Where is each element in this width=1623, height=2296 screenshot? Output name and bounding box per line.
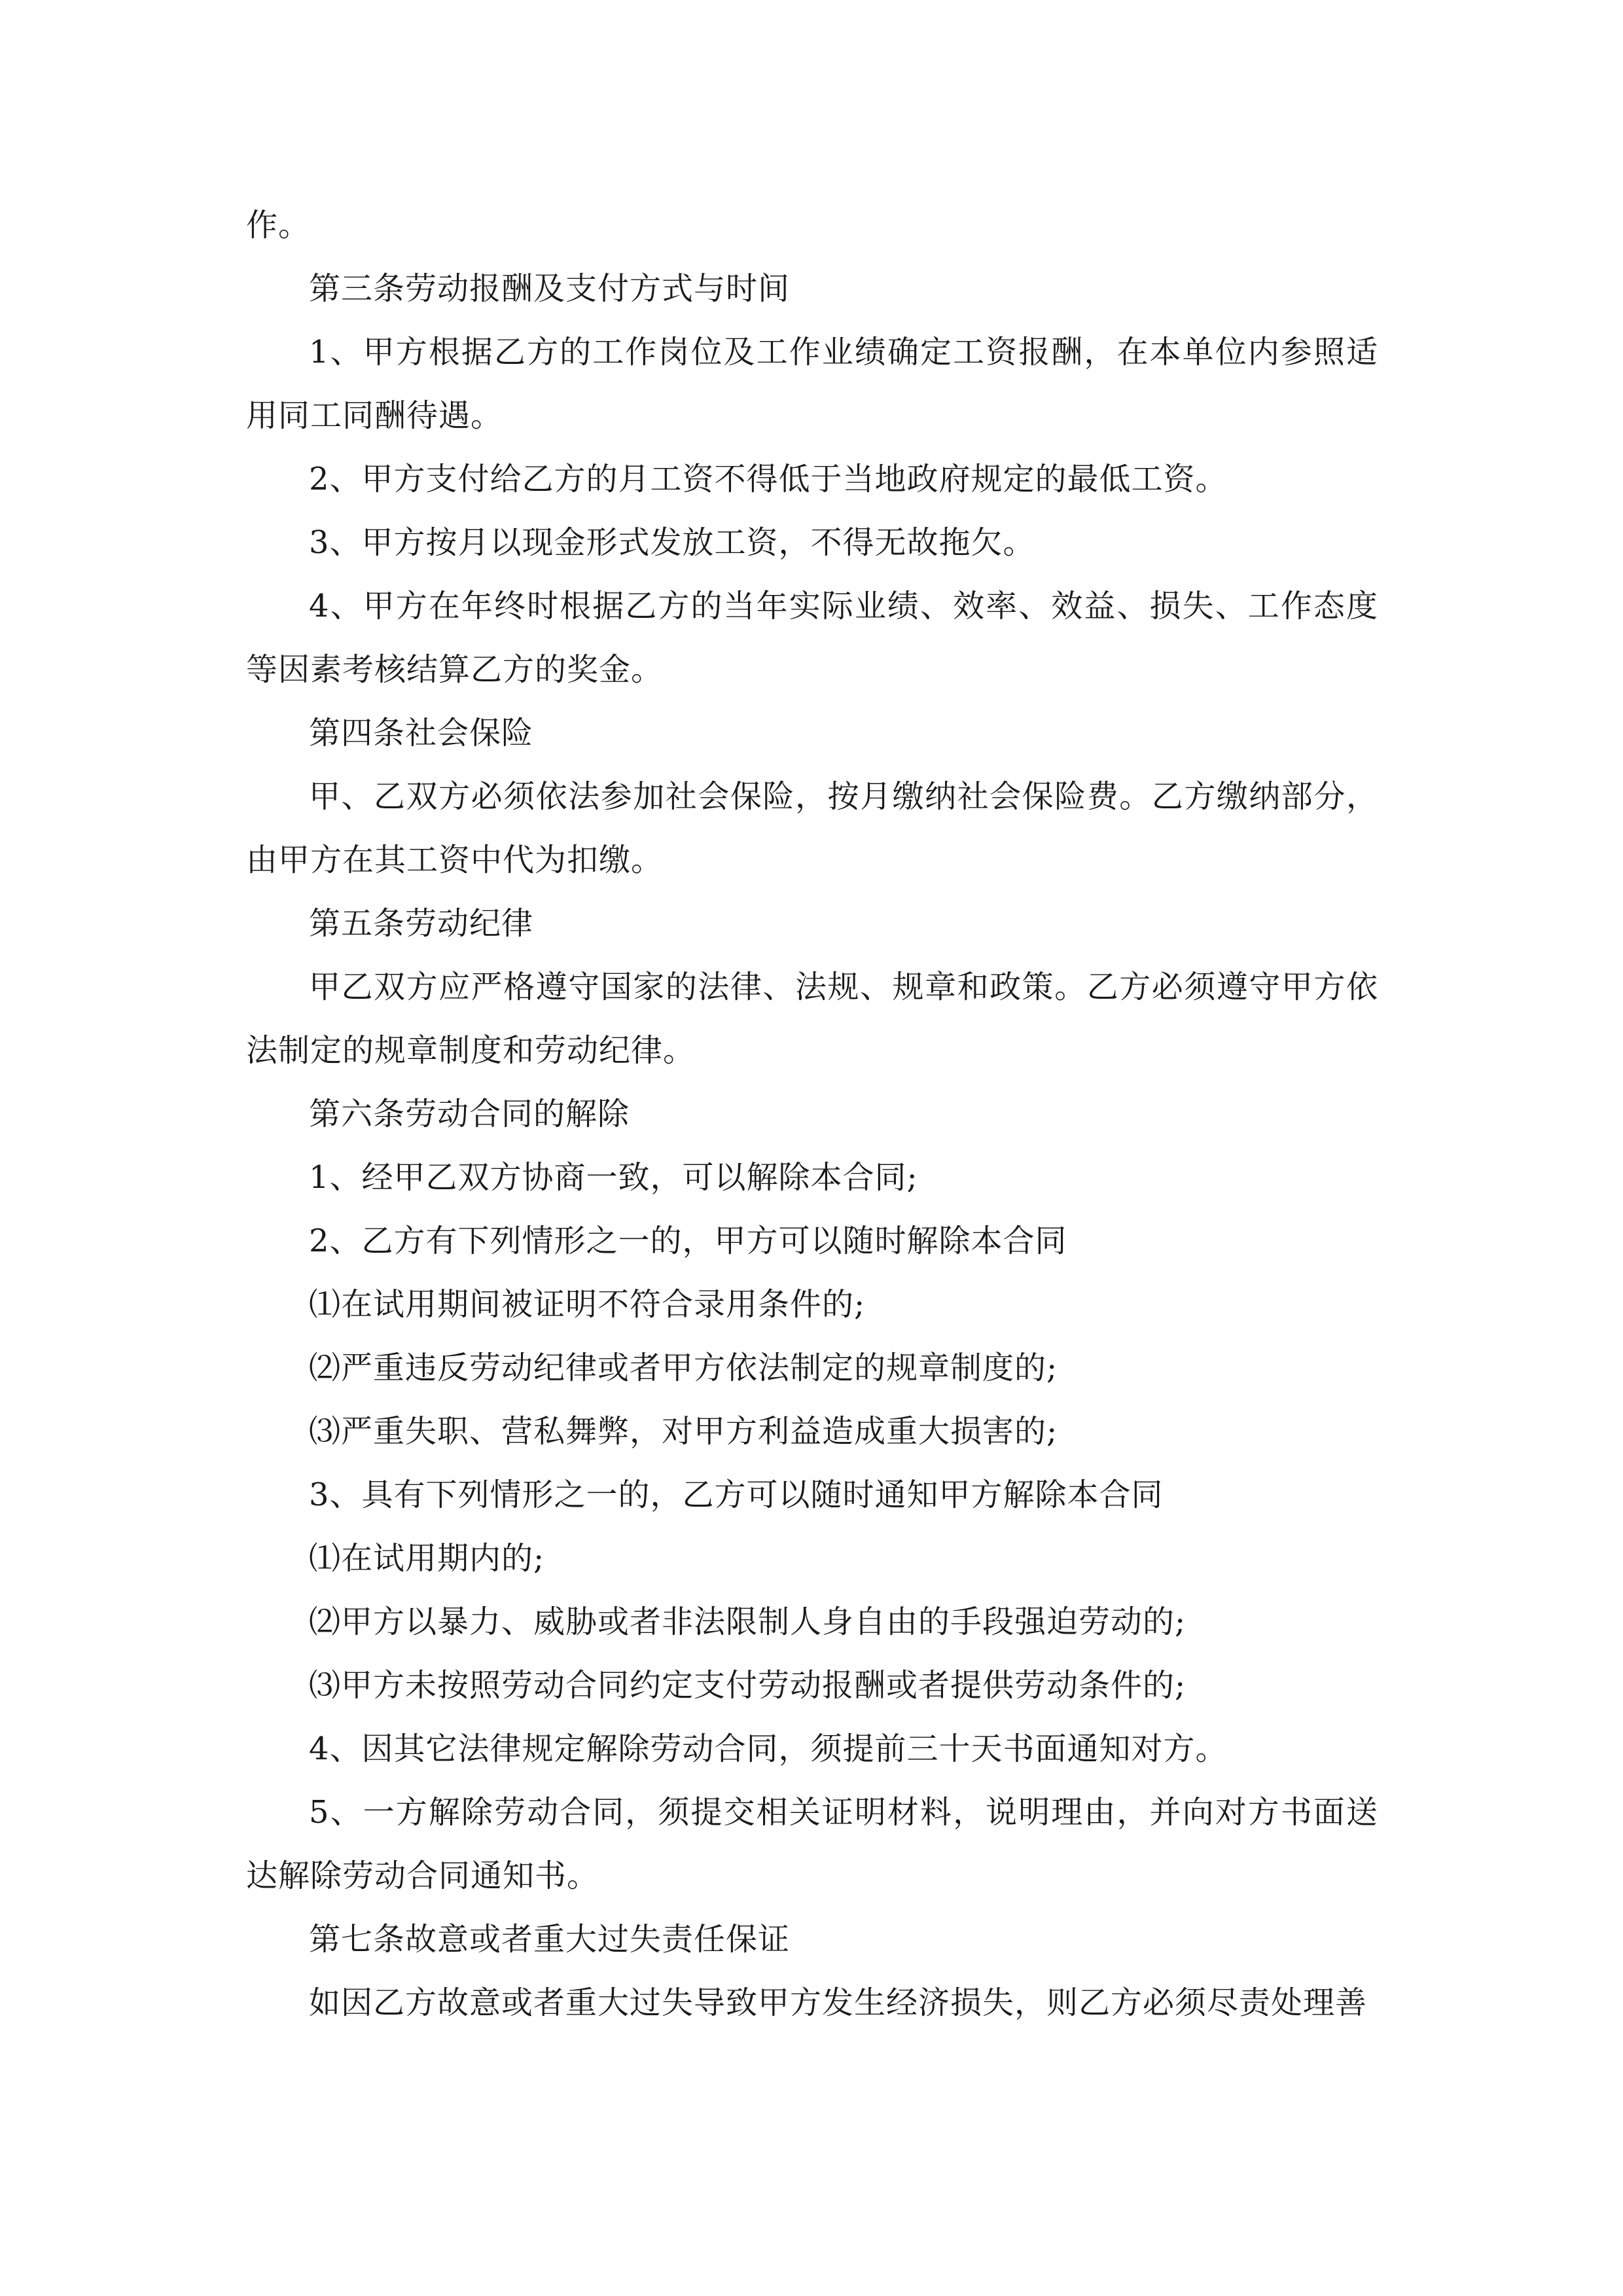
- article-7-body: 如因乙方故意或者重大过失导致甲方发生经济损失，则乙方必须尽责处理善: [309, 1984, 1368, 2021]
- article-6-clause-1: 1、经甲乙双方协商一致，可以解除本合同;: [309, 1159, 918, 1196]
- article-6-clause-3-item-1: ⑴在试用期内的;: [309, 1540, 545, 1577]
- article-5-body: 甲乙双方应严格遵守国家的法律、法规、规章和政策。乙方必须遵守甲方依法制定的规章制度和劳动纪律。: [246, 969, 1378, 1069]
- article-4-body: 甲、乙双方必须依法参加社会保险，按月缴纳社会保险费。乙方缴纳部分，由甲方在其工资中代为扣缴。: [246, 778, 1378, 878]
- article-3-clause-3: 3、甲方按月以现金形式发放工资，不得无故拖欠。: [309, 524, 1035, 561]
- article-7-heading: 第七条故意或者重大过失责任保证: [309, 1921, 791, 1958]
- article-6-heading: 第六条劳动合同的解除: [309, 1096, 630, 1132]
- article-3-clause-2: 2、甲方支付给乙方的月工资不得低于当地政府规定的最低工资。: [309, 461, 1228, 497]
- article-6-clause-3: 3、具有下列情形之一的，乙方可以随时通知甲方解除本合同: [309, 1477, 1164, 1513]
- article-6-clause-2-item-3: ⑶严重失职、营私舞弊，对甲方利益造成重大损害的;: [309, 1413, 1058, 1450]
- article-6-clause-2-item-2: ⑵严重违反劳动纪律或者甲方依法制定的规章制度的;: [309, 1350, 1058, 1386]
- article-6-clause-3-item-3: ⑶甲方未按照劳动合同约定支付劳动报酬或者提供劳动条件的;: [309, 1667, 1186, 1704]
- article-6-clause-5: 5、一方解除劳动合同，须提交相关证明材料，说明理由，并向对方书面送达解除劳动合同通知书。: [246, 1794, 1378, 1894]
- article-3-clause-1: 1、甲方根据乙方的工作岗位及工作业绩确定工资报酬，在本单位内参照适用同工同酬待遇。: [246, 334, 1378, 434]
- document-page: [246, 194, 1378, 2035]
- article-6-clause-2: 2、乙方有下列情形之一的，甲方可以随时解除本合同: [309, 1223, 1067, 1259]
- article-4-heading: 第四条社会保险: [309, 715, 534, 751]
- article-6-clause-3-item-2: ⑵甲方以暴力、威胁或者非法限制人身自由的手段强迫劳动的;: [309, 1604, 1186, 1640]
- paragraph-continuation: 作。: [246, 207, 311, 243]
- article-6-clause-4: 4、因其它法律规定解除劳动合同，须提前三十天书面通知对方。: [309, 1731, 1228, 1767]
- article-3-clause-4: 4、甲方在年终时根据乙方的当年实际业绩、效率、效益、损失、工作态度等因素考核结算乙方的奖金。: [246, 588, 1378, 688]
- article-5-heading: 第五条劳动纪律: [309, 905, 534, 942]
- article-3-heading: 第三条劳动报酬及支付方式与时间: [309, 270, 791, 307]
- article-6-clause-2-item-1: ⑴在试用期间被证明不符合录用条件的;: [309, 1286, 866, 1323]
